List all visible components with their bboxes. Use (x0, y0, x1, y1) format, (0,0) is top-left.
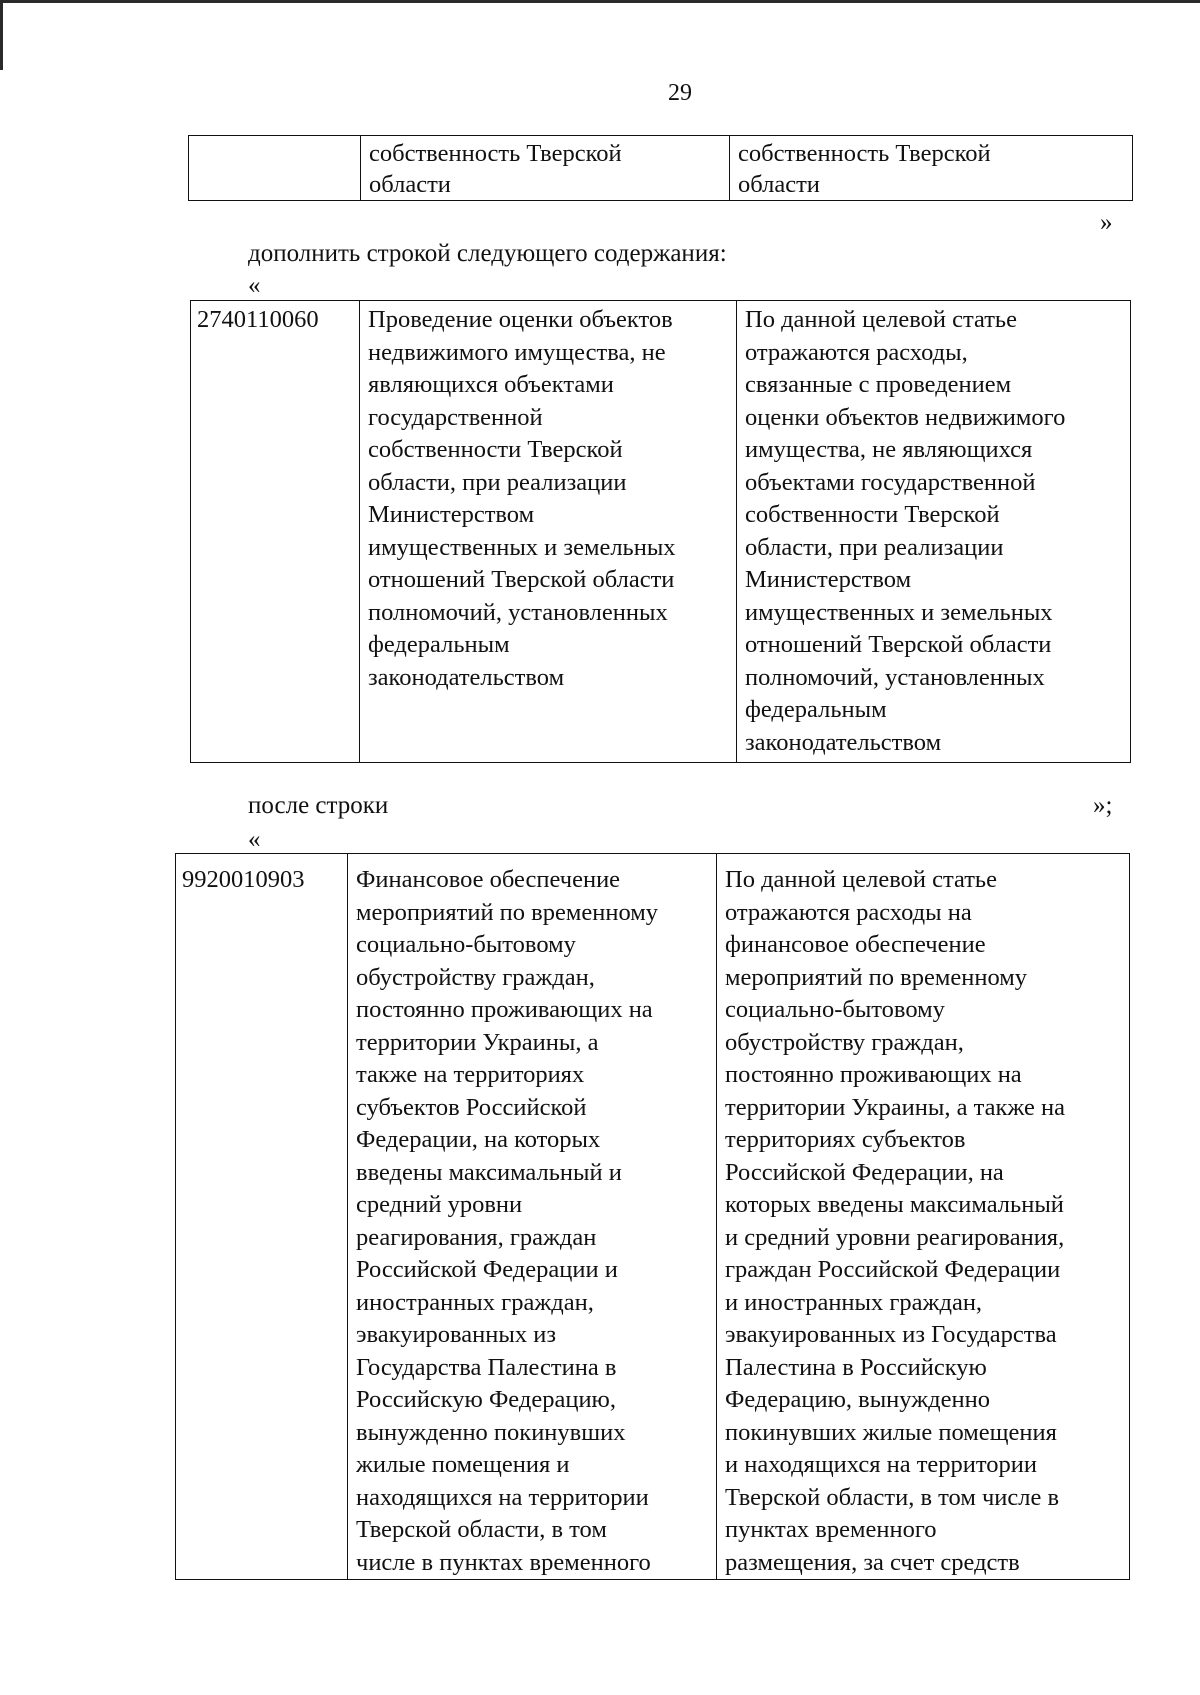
continuation-table (188, 135, 1133, 201)
table-row (189, 136, 1133, 201)
after-row-table (175, 853, 1130, 1580)
table-row (191, 301, 1131, 763)
instruction-text: после строки (248, 792, 389, 819)
code-cell (189, 136, 361, 201)
instruction-text: дополнить строкой следующего содержания: (248, 240, 727, 267)
description-cell: По данной целевой статье отражаются расходы на финансовое обеспечение мероприятий по временному социально-бытовому обустройству граждан, постоянно проживающих на территории Украины, а также на территориях субъектов Российской Федерации, на которых введены максимальный и средний уровни реагирования, граждан Российской Федерации и иностранных граждан, эвакуированных из Государства Палестина в Российскую Федерацию, вынужденно покинувших жилые помещения и находящихся на территории Тверской области, в том числе в пунктах временного размещения, за счет средств (717, 854, 1130, 1580)
name-cell: Финансовое обеспечение мероприятий по временному социально-бытовому обустройству граждан, постоянно проживающих на территории Украины, а также на территориях субъектов Российской Федерации, на которых введены максимальный и средний уровни реагирования, граждан Российской Федерации и иностранных граждан, эвакуированных из Государства Палестина в Российскую Федерацию, вынужденно покинувших жилые помещения и находящихся на территории Тверской области, в том числе в пунктах временного (348, 854, 717, 1580)
name-cell: Проведение оценки объектов недвижимого имущества, не являющихся объектами государственной собственности Тверской области, при реализации Министерством имущественных и земельных отношений Тверской области полномочий, установленных федеральным законодательством (360, 301, 737, 763)
closing-quote: »; (1093, 792, 1113, 819)
code-cell: 9920010903 (176, 854, 348, 1580)
name-cell: собственность Тверской области (361, 136, 730, 201)
scan-edge-top (0, 0, 1200, 3)
scan-edge-left (0, 0, 3, 70)
table-row (176, 854, 1130, 1580)
closing-quote: » (1100, 209, 1113, 236)
new-row-table (190, 300, 1131, 763)
description-cell: собственность Тверской области (730, 136, 1133, 201)
code-cell: 2740110060 (191, 301, 360, 763)
opening-quote: « (248, 826, 261, 853)
page-number: 29 (668, 80, 692, 106)
opening-quote: « (248, 272, 261, 299)
description-cell: По данной целевой статье отражаются расходы, связанные с проведением оценки объектов недвижимого имущества, не являющихся объектами государственной собственности Тверской области, при реализации Министерством имущественных и земельных отношений Тверской области полномочий, установленных федеральным законодательством (737, 301, 1131, 763)
